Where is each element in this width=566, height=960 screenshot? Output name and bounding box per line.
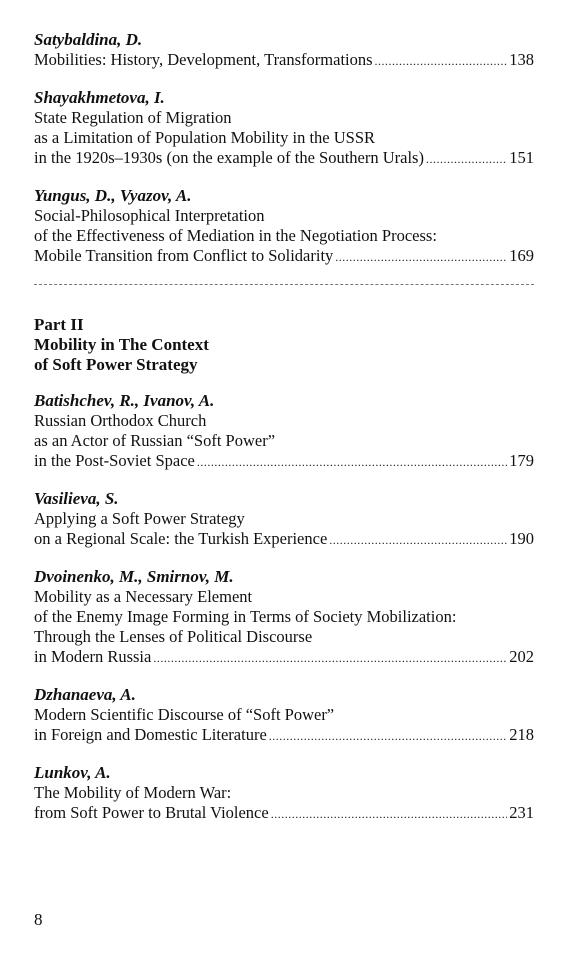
entry-title-text: Mobilities: History, Development, Transformations: [34, 50, 373, 69]
entry-title-text: in Foreign and Domestic Literature: [34, 725, 267, 744]
entry-author: Batishchev, R., Ivanov, A.: [34, 391, 215, 410]
part-title-line: of Soft Power Strategy: [34, 355, 198, 374]
entry-title-line: Russian Orthodox Church: [34, 411, 207, 430]
entry-title-text: on a Regional Scale: the Turkish Experience: [34, 529, 328, 548]
entry-title-line: The Mobility of Modern War:: [34, 783, 232, 802]
entry-title-line: State Regulation of Migration: [34, 108, 232, 127]
toc-entry: [34, 30, 534, 71]
dot-leader: [197, 452, 507, 472]
part-title-line: Mobility in The Context: [34, 335, 209, 354]
toc-entry: [34, 489, 534, 550]
entry-title-line: of the Enemy Image Forming in Terms of Society Mobilization:: [34, 607, 457, 626]
entry-title-last-line: [34, 50, 534, 71]
entry-page-number: 190: [509, 529, 534, 548]
toc-entry: [34, 763, 534, 824]
entry-title-text: in the 1920s–1930s (on the example of the Southern Urals): [34, 148, 424, 167]
entry-title-last-line: [34, 803, 534, 824]
toc-entry: [34, 88, 534, 169]
entry-title-line: Through the Lenses of Political Discourse: [34, 627, 313, 646]
entry-title-line: Mobility as a Necessary Element: [34, 587, 253, 606]
entry-page-number: 218: [509, 725, 534, 744]
entry-title-last-line: [34, 725, 534, 746]
section-divider: [34, 284, 534, 285]
dot-leader: [335, 247, 507, 267]
entry-title-line: Modern Scientific Discourse of “Soft Power”: [34, 705, 335, 724]
entry-author: Yungus, D., Vyazov, A.: [34, 186, 192, 205]
entry-title-last-line: [34, 246, 534, 267]
entry-author: Satybaldina, D.: [34, 30, 143, 49]
dot-leader: [269, 726, 507, 746]
toc-entry: [34, 685, 534, 746]
entry-page-number: 202: [509, 647, 534, 666]
entry-page-number: 151: [509, 148, 534, 167]
entry-title-line: of the Effectiveness of Mediation in the Negotiation Process:: [34, 226, 437, 245]
part-heading: [34, 315, 534, 375]
entry-author: Lunkov, A.: [34, 763, 111, 782]
entry-page-number: 231: [509, 803, 534, 822]
entry-title-line: as an Actor of Russian “Soft Power”: [34, 431, 276, 450]
entry-page-number: 169: [509, 246, 534, 265]
entry-title-last-line: [34, 451, 534, 472]
entry-page-number: 179: [509, 451, 534, 470]
entry-title-text: Mobile Transition from Conflict to Solidarity: [34, 246, 334, 265]
dot-leader: [271, 804, 508, 824]
entry-author: Vasilieva, S.: [34, 489, 119, 508]
entry-title-line: Social-Philosophical Interpretation: [34, 206, 265, 225]
entry-title-text: in Modern Russia: [34, 647, 152, 666]
toc-entry: [34, 567, 534, 668]
entry-title-line: as a Limitation of Population Mobility in the USSR: [34, 128, 375, 147]
page-number: 8: [34, 910, 43, 929]
dot-leader: [153, 648, 507, 668]
entry-author: Shayakhmetova, I.: [34, 88, 165, 107]
entry-title-last-line: [34, 148, 534, 169]
entry-title-last-line: [34, 647, 534, 668]
dot-leader: [375, 51, 508, 71]
entry-page-number: 138: [509, 50, 534, 69]
dot-leader: [329, 530, 507, 550]
entry-title-last-line: [34, 529, 534, 550]
entry-title-text: in the Post-Soviet Space: [34, 451, 195, 470]
entry-title-line: Applying a Soft Power Strategy: [34, 509, 245, 528]
entry-title-text: from Soft Power to Brutal Violence: [34, 803, 269, 822]
dot-leader: [426, 149, 507, 169]
entry-author: Dvoinenko, M., Smirnov, M.: [34, 567, 234, 586]
entry-author: Dzhanaeva, A.: [34, 685, 136, 704]
table-of-contents: [34, 30, 534, 841]
toc-entry: [34, 391, 534, 472]
part-number: Part II: [34, 315, 84, 334]
toc-entry: [34, 186, 534, 267]
